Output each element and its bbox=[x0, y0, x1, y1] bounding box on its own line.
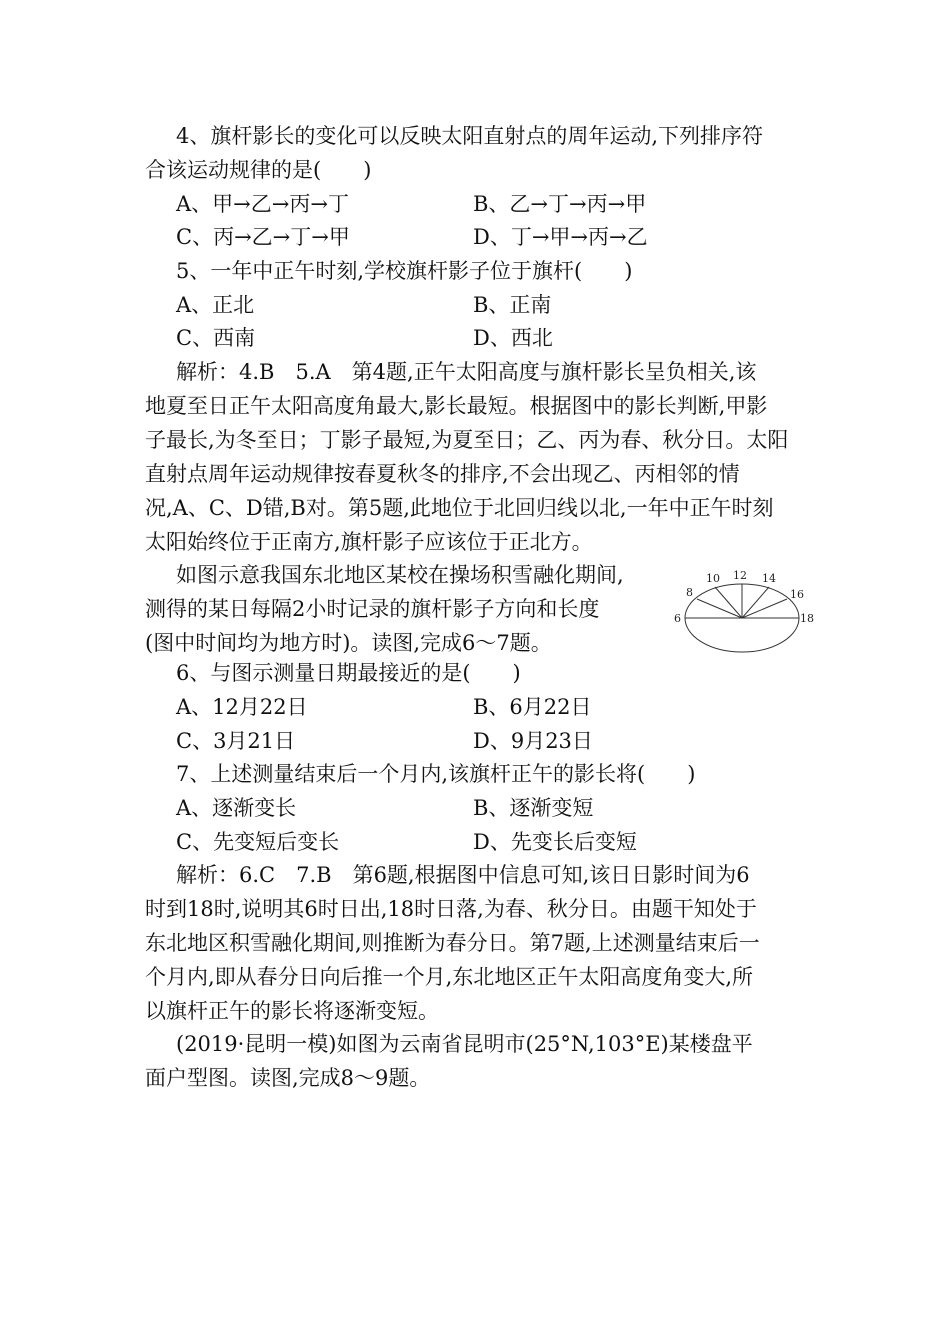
q6-option-a: A、12月22日 bbox=[176, 695, 308, 719]
hour-label-8: 8 bbox=[686, 586, 693, 599]
q6-option-c: C、3月21日 bbox=[176, 729, 296, 753]
hour-label-10: 10 bbox=[706, 572, 720, 585]
q4-stem-line2: 合该运动规律的是( ) bbox=[145, 158, 372, 182]
analysis2-line: 时到18时,说明其6时日出,18时日落,为春、秋分日。由题干知处于 bbox=[145, 897, 757, 921]
analysis1-line: 地夏至日正午太阳高度角最大,影长最短。根据图中的影长判断,甲影 bbox=[145, 394, 768, 418]
q6-option-d: D、9月23日 bbox=[473, 729, 593, 753]
hour-label-18: 18 bbox=[800, 612, 814, 625]
analysis2-line: 东北地区积雪融化期间,则推断为春分日。第7题,上述测量结束后一 bbox=[145, 931, 760, 955]
hour-label-16: 16 bbox=[790, 588, 804, 601]
flagpole-shadow-diagram bbox=[672, 566, 820, 666]
analysis2-line: 以旗杆正午的影长将逐渐变短。 bbox=[145, 999, 439, 1023]
intro2-line: 测得的某日每隔2小时记录的旗杆影子方向和长度 bbox=[145, 597, 600, 621]
shadow-line-14 bbox=[742, 587, 769, 618]
q4-option-a: A、甲→乙→丙→丁 bbox=[176, 192, 349, 216]
shadow-line-8 bbox=[697, 599, 742, 618]
analysis1-line: 太阳始终位于正南方,旗杆影子应该位于正北方。 bbox=[145, 530, 593, 554]
hour-label-12: 12 bbox=[733, 569, 747, 582]
shadow-line-16 bbox=[742, 599, 787, 618]
q5-option-d: D、西北 bbox=[473, 326, 553, 350]
shadow-line-10 bbox=[715, 587, 742, 618]
analysis1-line: 子最长,为冬至日；丁影子最短,为夏至日；乙、丙为春、秋分日。太阳 bbox=[145, 428, 789, 452]
q7-option-d: D、先变长后变短 bbox=[473, 830, 637, 854]
analysis1-line: 直射点周年运动规律按春夏秋冬的排序,不会出现乙、丙相邻的情 bbox=[145, 462, 740, 486]
q4-option-d: D、丁→甲→丙→乙 bbox=[473, 225, 648, 249]
intro3-line: 面户型图。读图,完成8～9题。 bbox=[145, 1066, 431, 1090]
intro3-line: (2019·昆明一模)如图为云南省昆明市(25°N,103°E)某楼盘平 bbox=[176, 1032, 753, 1056]
q4-option-b: B、乙→丁→丙→甲 bbox=[473, 192, 647, 216]
q5-option-a: A、正北 bbox=[176, 293, 255, 317]
q5-option-b: B、正南 bbox=[473, 293, 552, 317]
intro2-line: (图中时间均为地方时)。读图,完成6～7题。 bbox=[145, 631, 552, 655]
analysis2-line: 个月内,即从春分日向后推一个月,东北地区正午太阳高度角变大,所 bbox=[145, 965, 754, 989]
analysis1-line: 况,A、C、D错,B对。第5题,此地位于北回归线以北,一年中正午时刻 bbox=[145, 496, 774, 520]
q7-option-a: A、逐渐变长 bbox=[176, 796, 297, 820]
q5-stem: 5、一年中正午时刻,学校旗杆影子位于旗杆( ) bbox=[176, 259, 633, 283]
q4-option-c: C、丙→乙→丁→甲 bbox=[176, 225, 350, 249]
hour-label-6: 6 bbox=[674, 612, 681, 625]
q7-stem: 7、上述测量结束后一个月内,该旗杆正午的影长将( ) bbox=[176, 762, 696, 786]
analysis1-line: 解析：4.B 5.A 第4题,正午太阳高度与旗杆影长呈负相关,该 bbox=[176, 360, 757, 384]
q6-option-b: B、6月22日 bbox=[473, 695, 592, 719]
q5-option-c: C、西南 bbox=[176, 326, 256, 350]
intro2-line: 如图示意我国东北地区某校在操场积雪融化期间, bbox=[176, 563, 624, 587]
analysis2-line: 解析：6.C 7.B 第6题,根据图中信息可知,该日日影时间为6 bbox=[176, 863, 750, 887]
hour-label-14: 14 bbox=[762, 572, 776, 585]
q7-option-b: B、逐渐变短 bbox=[473, 796, 594, 820]
q4-stem-line1: 4、旗杆影长的变化可以反映太阳直射点的周年运动,下列排序符 bbox=[176, 124, 764, 148]
q6-stem: 6、与图示测量日期最接近的是( ) bbox=[176, 661, 521, 685]
q7-option-c: C、先变短后变长 bbox=[176, 830, 340, 854]
